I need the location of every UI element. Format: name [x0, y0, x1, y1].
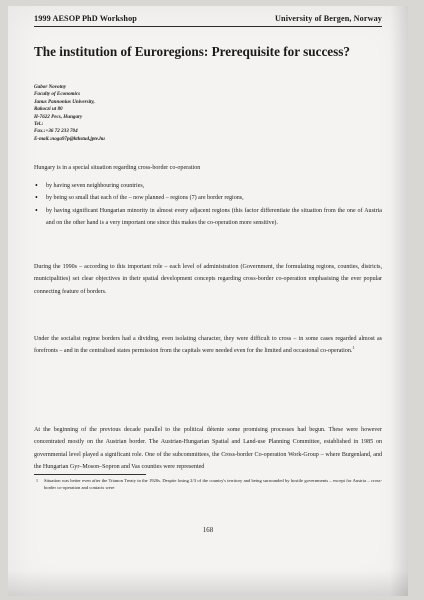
footnote-text: Situation was better even after the Trianon Treaty in the 1920s. Despite losing 2/3 of the country's territory and being surrounded by hostile governments – except for Austria – cross-border co-operation and contacts were [44, 478, 382, 491]
page-number: 168 [202, 527, 214, 534]
footnote-reference: 1 [352, 345, 355, 351]
author-city: H-7622 Pecs, Hungary [34, 113, 83, 120]
scan-shadow [8, 570, 408, 596]
header-left: 1999 AESOP PhD Workshop [34, 14, 137, 23]
list-item-text: by being so small that each of the – now planned – regions (7) are border regions, [46, 195, 244, 202]
author-name: Gabor Novotny [34, 84, 67, 90]
list-item [34, 180, 382, 192]
paragraph-1990s: During the 1990s – according to this important role – each level of administration (Government, the formulating regions, counties, districts, municipalities) set clear objectives in their spatial development concepts regarding cross-border co-operation emphasising the ever popular connecting feature of borders. [34, 264, 382, 295]
scan-shadow [390, 6, 408, 596]
author-street: Rakoczi ut 80 [34, 106, 63, 113]
bullet-icon: • [35, 181, 38, 190]
list-item-text: by having significant Hungarian minority in almost every adjacent regions (this factor differentiate the situation from the one of Austria and on the other hand is a very important one since this makes the co-operation more sensitive). [46, 207, 382, 227]
author-email: E-mail.:noga97p@ktkstud.jpte.hu [34, 135, 105, 142]
list-item-text: by having seven neighbouring countries, [46, 183, 145, 189]
footnote-number: 1 [36, 478, 38, 483]
header-rule [34, 26, 382, 27]
bullet-icon: • [35, 193, 38, 203]
footnote-rule [34, 474, 146, 475]
footnote [34, 477, 382, 492]
author-faculty: Faculty of Economics [34, 91, 81, 98]
bullet-icon: • [35, 205, 38, 215]
list-item [34, 205, 382, 230]
author-fax: Fax.:+36 72 233 704 [34, 128, 78, 135]
header-right: University of Bergen, Norway [275, 14, 382, 23]
paragraph-previous-decade: At the beginning of the previous decade parallel to the political détente some promising processes had begun. These were however concentrated mostly on the Austrian border. The Austrian-Hungarian Spatial and Land-use Planning Committee, established in 1985 on governmental level played a significant role. One of the subcommittees, the Cross-border Co-operation Work-Group – where Burgenland, and the Hungarian Gyr–Moson–Sopron and Vas counties were represented [34, 427, 382, 471]
author-block [34, 84, 254, 143]
author-tel: Tel.: [34, 121, 44, 128]
article-title: The institution of Euroregions: Prerequisite for success? [34, 44, 351, 59]
bullet-list [34, 180, 382, 230]
running-header [34, 14, 382, 23]
paragraph-socialist-regime [34, 333, 382, 358]
document-page [8, 6, 408, 596]
paragraph-text: Under the socialist regime borders had a dividing, even isolating character, they were difficult to cross – in some cases regarded almost as forefronts – and in the centralised states permission from the capitals were needed even for the limited and occasional co-operation. [34, 336, 382, 355]
intro-paragraph: Hungary is in a special situation regarding cross-border co-operation [34, 165, 201, 171]
author-university: Janus Pannonius University, [34, 98, 95, 105]
list-item [34, 192, 382, 204]
